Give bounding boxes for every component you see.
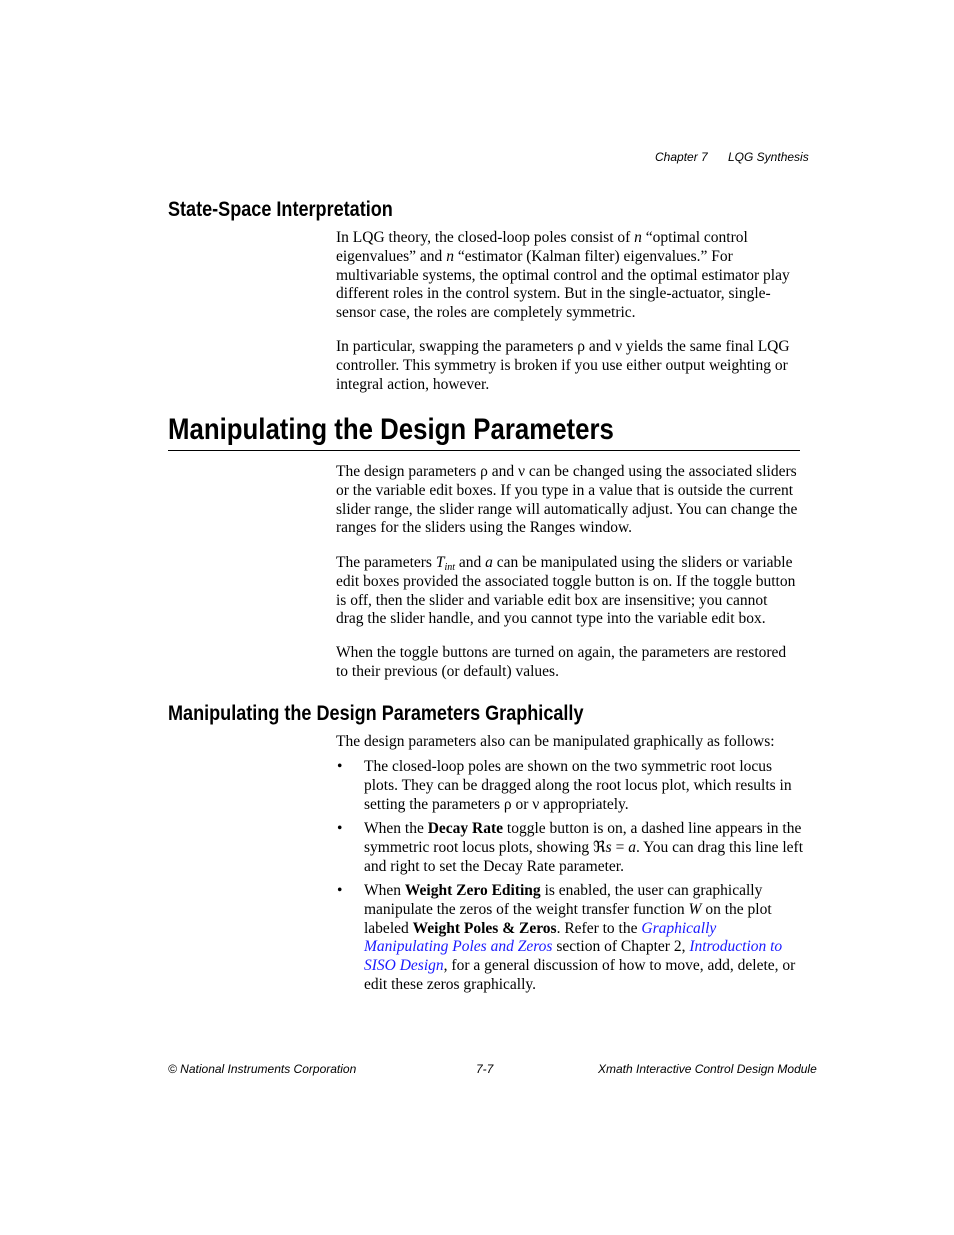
chapter-section-title: Manipulating the Design Parameters [168, 413, 614, 446]
section-heading-state-space: State-Space Interpretation [168, 198, 393, 221]
paragraph-toggle-restore: When the toggle buttons are turned on again, the parameters are restored to their previous (or default) values. [336, 644, 787, 680]
paragraph-tint: The parameters $T_{int}$ and a can be manipulated using the sliders or variable edit boxes provided the associated toggle button is on. If the toggle button is off, then the slider and variable edit box are insensitive; you cannot drag the slider handle, and you cannot type into the variable edit box. [336, 554, 796, 628]
paragraph-sliders: The design parameters ρ and ν can be changed using the associated sliders or the variable edit boxes. If you type in a value that is outside the current slider range, the slider range will automatically adjust. You can change the ranges for the sliders using the Ranges window. [336, 463, 798, 537]
paragraph-graphic-intro: The design parameters also can be manipulated graphically as follows: [336, 733, 775, 750]
bullet-marker: • [337, 758, 343, 775]
bullet-item-poles: The closed-loop poles are shown on the two symmetric root locus plots. They can be dragged along the root locus plot, which results in setting the parameters ρ or ν appropriately. [364, 758, 792, 813]
header-title: LQG Synthesis [728, 150, 809, 164]
link-graphically-manipulating-poles[interactable]: Graphically Manipulating Poles and Zeros [364, 919, 717, 956]
footer-manual-title: Xmath Interactive Control Design Module [598, 1062, 817, 1076]
footer-page-number: 7-7 [476, 1062, 494, 1076]
bullet-item-weight-zero: When Weight Zero Editing is enabled, the user can graphically manipulate the zeros of the weight transfer function W on the plot labeled Weight Poles & Zeros. Refer to the Graphically Manipulating Poles and Zeros section of Chapter 2, Introduction to SISO Design, for a general discussion of how to move, add, delete, or edit these zeros graphically. [364, 882, 796, 993]
section-heading-graphically: Manipulating the Design Parameters Graphically [168, 702, 584, 725]
link-introduction-siso-design[interactable]: Introduction to SISO Design [364, 938, 783, 975]
bullet-item-decay-rate: When the Decay Rate toggle button is on, a dashed line appears in the symmetric root locus plots, showing ℜs = a. You can drag this line left and right to set the Decay Rate parameter. [364, 820, 804, 875]
title-divider [168, 450, 800, 451]
paragraph-symmetry: In particular, swapping the parameters ρ and ν yields the same final LQG controller. This symmetry is broken if you use either output weighting or integral action, however. [336, 338, 790, 393]
bullet-marker: • [337, 820, 343, 837]
footer-copyright: © National Instruments Corporation [168, 1062, 357, 1076]
paragraph-lqg-theory: In LQG theory, the closed-loop poles consist of n “optimal control eigenvalues” and n “estimator (Kalman filter) eigenvalues.” For multivariable systems, the optimal control and the optimal estimator play different roles in the control system. But in the single-actuator, single-sensor case, the roles are completely symmetric. [336, 229, 790, 322]
header-chapter: Chapter 7 [655, 150, 708, 164]
bullet-marker: • [337, 882, 343, 899]
